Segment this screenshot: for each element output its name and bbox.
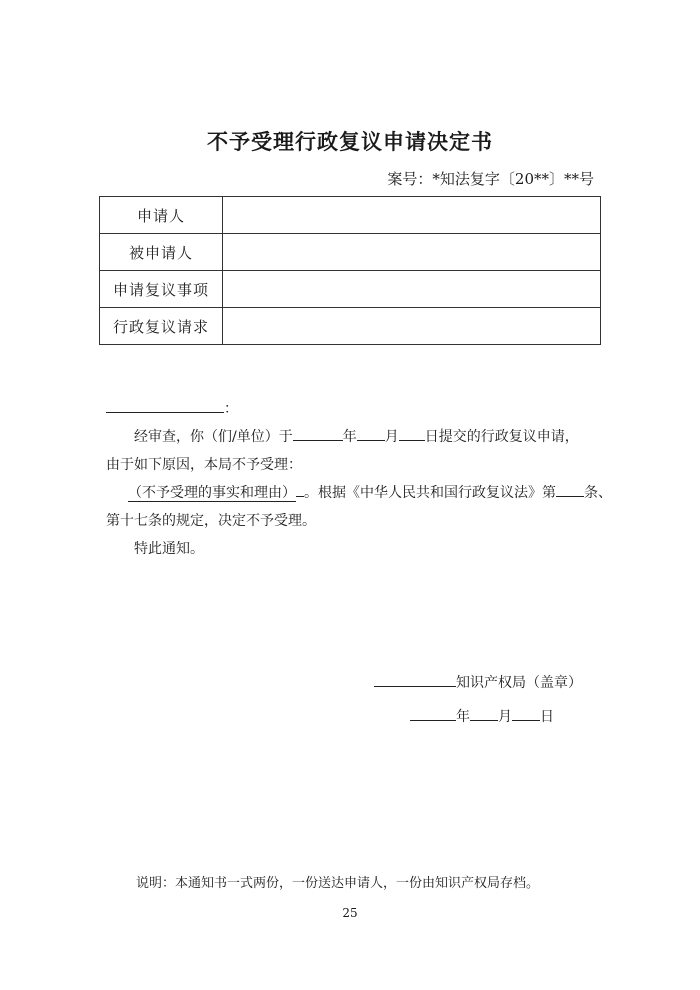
applicant-info-table — [99, 196, 601, 345]
submit-day-blank[interactable] — [399, 426, 425, 441]
article-text: 条、 — [584, 485, 612, 501]
year-text: 年 — [342, 429, 357, 445]
row-value-review-matter[interactable] — [223, 271, 601, 308]
article-number-blank[interactable] — [556, 482, 584, 497]
table-row — [100, 271, 601, 308]
row-value-applicant[interactable] — [223, 197, 601, 234]
document-title: 不予受理行政复议申请决定书 — [207, 130, 493, 154]
sign-day-text: 日 — [540, 709, 554, 725]
sign-day-blank[interactable] — [512, 706, 540, 721]
paragraph-2-line-2: 第十七条的规定，决定不予受理。 — [106, 513, 316, 529]
p1-start-text: 经审查，你（们/单位）于 — [134, 429, 293, 445]
addressee-colon: ： — [224, 401, 238, 417]
signature-date-line — [410, 706, 554, 726]
p2-mid-text: 。根据《中华人民共和国行政复议法》第 — [304, 485, 556, 501]
org-name-blank[interactable] — [374, 672, 456, 687]
row-label-applicant: 申请人 — [100, 197, 223, 234]
reason-placeholder-blank[interactable]: （不予受理的事实和理由） — [128, 485, 296, 501]
p1-end-text: 日提交的行政复议申请， — [424, 429, 579, 445]
reason-blank-tail — [296, 482, 304, 497]
row-value-review-request[interactable] — [223, 308, 601, 345]
paragraph-1-line-2: 由于如下原因，本局不予受理： — [106, 457, 302, 473]
table-row — [100, 197, 601, 234]
footer-note: 说明：本通知书一式两份，一份送达申请人，一份由知识产权局存档。 — [136, 876, 540, 891]
signature-org: 知识产权局（盖章） — [456, 675, 582, 691]
table-row — [100, 234, 601, 271]
row-label-respondent: 被申请人 — [100, 234, 223, 271]
sign-month-text: 月 — [498, 709, 512, 725]
sign-year-text: 年 — [456, 709, 470, 725]
submit-month-blank[interactable] — [357, 426, 385, 441]
addressee-line — [106, 398, 238, 418]
month-text: 月 — [384, 429, 399, 445]
row-value-respondent[interactable] — [223, 234, 601, 271]
signature-org-line — [374, 672, 582, 692]
sign-month-blank[interactable] — [470, 706, 498, 721]
addressee-blank[interactable] — [106, 398, 224, 413]
paragraph-2-line-1 — [128, 482, 612, 502]
row-label-review-matter: 申请复议事项 — [100, 271, 223, 308]
paragraph-3: 特此通知。 — [134, 541, 204, 557]
table-row — [100, 308, 601, 345]
page-number: 25 — [342, 906, 358, 920]
sign-year-blank[interactable] — [410, 706, 456, 721]
paragraph-1-line-1 — [134, 426, 579, 446]
case-number: 案号：*知法复字〔20**〕**号 — [387, 170, 594, 188]
row-label-review-request: 行政复议请求 — [100, 308, 223, 345]
submit-year-blank[interactable] — [293, 426, 343, 441]
